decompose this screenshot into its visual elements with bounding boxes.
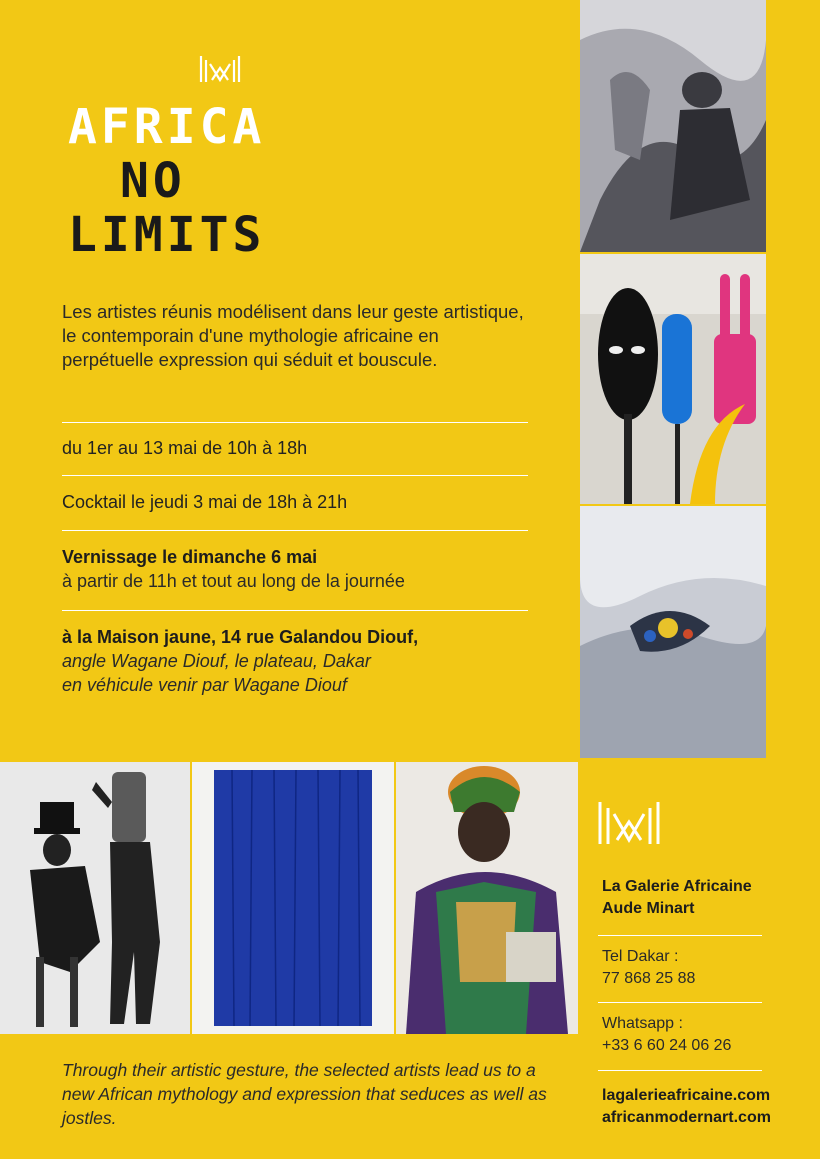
- masks-image: [580, 254, 766, 504]
- english-description: Through their artistic gesture, the selected artists lead us to a new African mythology and expression that seduces as well as jostles.: [62, 1060, 547, 1128]
- dancers-photo: [0, 762, 190, 1034]
- poster-title: [68, 100, 265, 262]
- divider: [62, 610, 528, 611]
- website-link-1[interactable]: lagalerieafricaine.com: [602, 1087, 771, 1104]
- divider: [62, 475, 528, 476]
- vernissage-block: [62, 545, 542, 593]
- dates-text: du 1er au 13 mai de 10h à 18h: [62, 438, 308, 458]
- address-line-2: angle Wagane Diouf, le plateau, Dakar: [62, 651, 371, 671]
- gallery-name: [602, 876, 752, 920]
- divider: [598, 1002, 762, 1003]
- tel-label: Tel Dakar :: [602, 948, 679, 965]
- vernissage-detail: à partir de 11h et tout au long de la journée: [62, 571, 405, 591]
- gallery-name-line-1: La Galerie Africaine: [602, 878, 752, 895]
- title-line-3: LIMITS: [68, 207, 266, 263]
- divider: [62, 422, 528, 423]
- title-line-2: NO: [120, 153, 186, 209]
- cocktail-text: Cocktail le jeudi 3 mai de 18h à 21h: [62, 492, 348, 512]
- intro-text: Les artistes réunis modélisent dans leur geste artistique, le contemporain d'une mythologie africaine en perpétuelle expression qui séduit et bouscule.: [62, 301, 524, 370]
- gallery-logo-icon: [596, 796, 662, 856]
- tel-number[interactable]: 77 868 25 88: [602, 970, 696, 987]
- title-line-1: AFRICA: [68, 99, 266, 155]
- drawing-image: [580, 0, 766, 252]
- tel-block: [602, 946, 695, 990]
- address-line-3: en véhicule venir par Wagane Diouf: [62, 675, 347, 695]
- abstract-painting-image: [580, 506, 766, 758]
- vernissage-title: Vernissage le dimanche 6 mai: [62, 547, 318, 567]
- blue-painting-image: [192, 762, 394, 1034]
- woman-portrait-photo: [396, 762, 578, 1034]
- divider: [598, 1070, 762, 1071]
- whatsapp-number[interactable]: +33 6 60 24 06 26: [602, 1037, 732, 1054]
- gallery-name-line-2: Aude Minart: [602, 900, 695, 917]
- divider: [598, 935, 762, 936]
- address-block: [62, 625, 542, 697]
- address-line-1: à la Maison jaune, 14 rue Galandou Diouf,: [62, 627, 419, 647]
- website-link-2[interactable]: africanmodernart.com: [602, 1109, 771, 1126]
- gallery-logo-icon: [198, 52, 242, 90]
- whatsapp-block: [602, 1013, 731, 1057]
- website-links: [602, 1085, 771, 1129]
- divider: [62, 530, 528, 531]
- whatsapp-label: Whatsapp :: [602, 1015, 683, 1032]
